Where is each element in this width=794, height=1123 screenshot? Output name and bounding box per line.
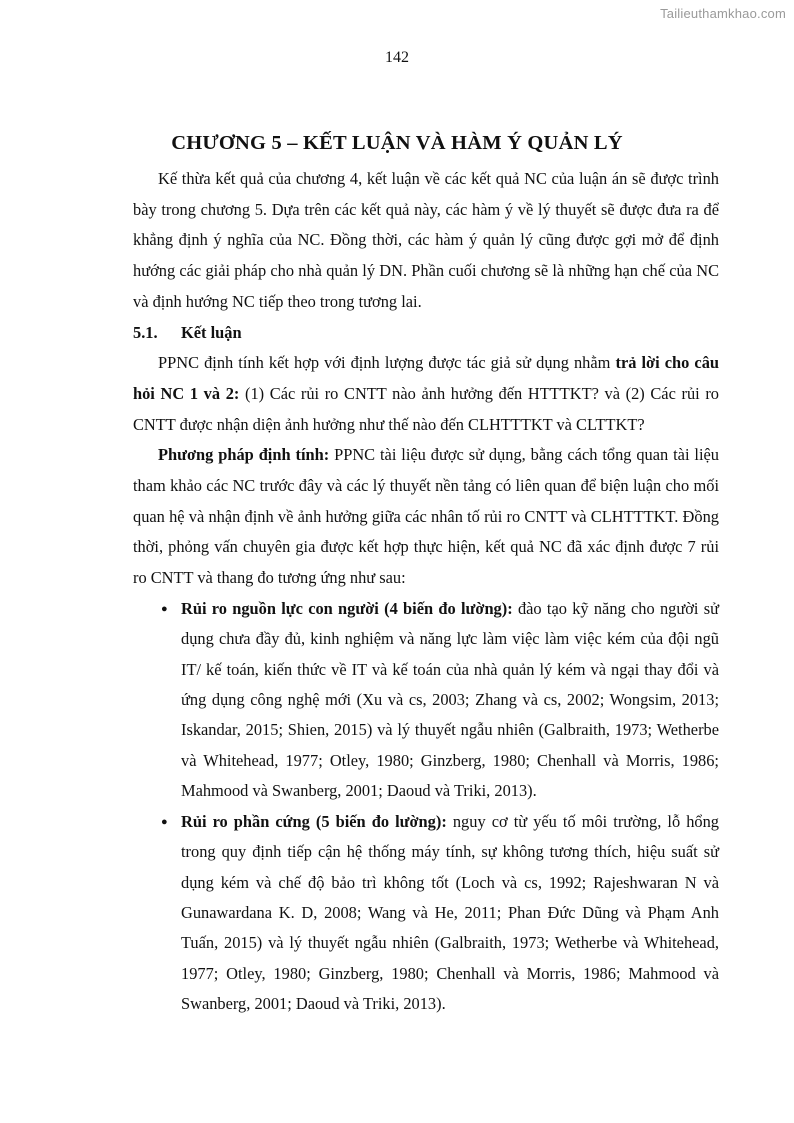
paragraph-research-questions xyxy=(133,348,719,440)
list-item xyxy=(133,807,719,1020)
paragraph-qualitative-method xyxy=(133,440,719,594)
paragraph-text: PPNC tài liệu được sử dụng, bằng cách tổng quan tài liệu tham khảo các NC trước đây và các lý thuyết nền tảng có liên quan để biện luận cho mối quan hệ và nhận định về ảnh hưởng giữa các nhân tố rủi ro CNTT và CLHTTTKT. Đồng thời, phỏng vấn chuyên gia được kết hợp thực hiện, kết quả NC đã xác định được 7 rủi ro CNTT và thang đo tương ứng như sau: xyxy=(133,445,719,588)
bold-phrase: Phương pháp định tính: xyxy=(158,445,330,465)
page-number: 142 xyxy=(385,49,409,66)
bullet-text: nguy cơ từ yếu tố môi trường, lỗ hổng trong quy định tiếp cận hệ thống máy tính, sự không tương thích, hiệu suất sử dụng kém và chế độ bảo trì không tốt (Loch và cs, 1992; Rajeshwaran N và Gunawardana K. D, 2008; Wang và He, 2011; Phan Đức Dũng và Phạm Anh Tuấn, 2015) và lý thuyết ngẫu nhiên (Galbraith, 1973; Wetherbe và Whitehead, 1977; Otley, 1980; Ginzberg, 1980; Chenhall và Morris, 1986; Mahmood và Swanberg, 2001; Daoud và Triki, 2013). xyxy=(181,811,719,1014)
watermark: Tailieuthamkhao.com xyxy=(660,6,786,21)
intro-paragraph: Kế thừa kết quả của chương 4, kết luận về các kết quả NC của luận án sẽ được trình bày trong chương 5. Dựa trên các kết quả này, các hàm ý về lý thuyết sẽ được đưa ra để khẳng định ý nghĩa của NC. Đồng thời, các hàm ý quản lý cũng được gợi mở để định hướng các giải pháp cho nhà quản lý DN. Phần cuối chương sẽ là những hạn chế của NC và định hướng NC tiếp theo trong tương lai. xyxy=(133,169,719,311)
bullet-text: đào tạo kỹ năng cho người sử dụng chưa đầy đủ, kinh nghiệm và năng lực làm việc làm việc kém của đội ngũ IT/ kế toán, kiến thức về IT và kế toán của nhà quản lý kém và ngại thay đổi và ứng dụng công nghệ mới (Xu và cs, 2003; Zhang và cs, 2002; Wongsim, 2013; Iskandar, 2015; Shien, 2015) và lý thuyết ngẫu nhiên (Galbraith, 1973; Wetherbe và Whitehead, 1977; Otley, 1980; Ginzberg, 1980; Chenhall và Morris, 1986; Mahmood và Swanberg, 2001; Daoud và Triki, 2013). xyxy=(181,598,719,801)
bold-phrase: trả lời cho câu hỏi NC 1 và 2: xyxy=(133,353,720,403)
bullet-icon: ● xyxy=(161,815,168,828)
bullet-icon: ● xyxy=(161,602,168,615)
paragraph-text: PPNC định tính kết hợp với định lượng được tác giả sử dụng nhằm xyxy=(158,353,616,373)
paragraph-text: (1) Các rủi ro CNTT nào ảnh hưởng đến HTTTKT? và (2) Các rủi ro CNTT được nhận diện ảnh hưởng như thế nào đến CLHTTTKT và CLTTKT? xyxy=(133,383,719,434)
document-body xyxy=(133,164,719,1020)
chapter-title: CHƯƠNG 5 – KẾT LUẬN VÀ HÀM Ý QUẢN LÝ xyxy=(171,132,623,154)
bullet-title: Rủi ro phần cứng (5 biến đo lường): xyxy=(181,811,447,831)
section-number: 5.1. xyxy=(133,322,158,342)
section-title: Kết luận xyxy=(181,322,242,342)
bullet-title: Rủi ro nguồn lực con người (4 biến đo lường): xyxy=(181,598,513,618)
risk-list xyxy=(133,594,719,1020)
list-item xyxy=(133,594,719,807)
section-heading xyxy=(133,318,719,349)
